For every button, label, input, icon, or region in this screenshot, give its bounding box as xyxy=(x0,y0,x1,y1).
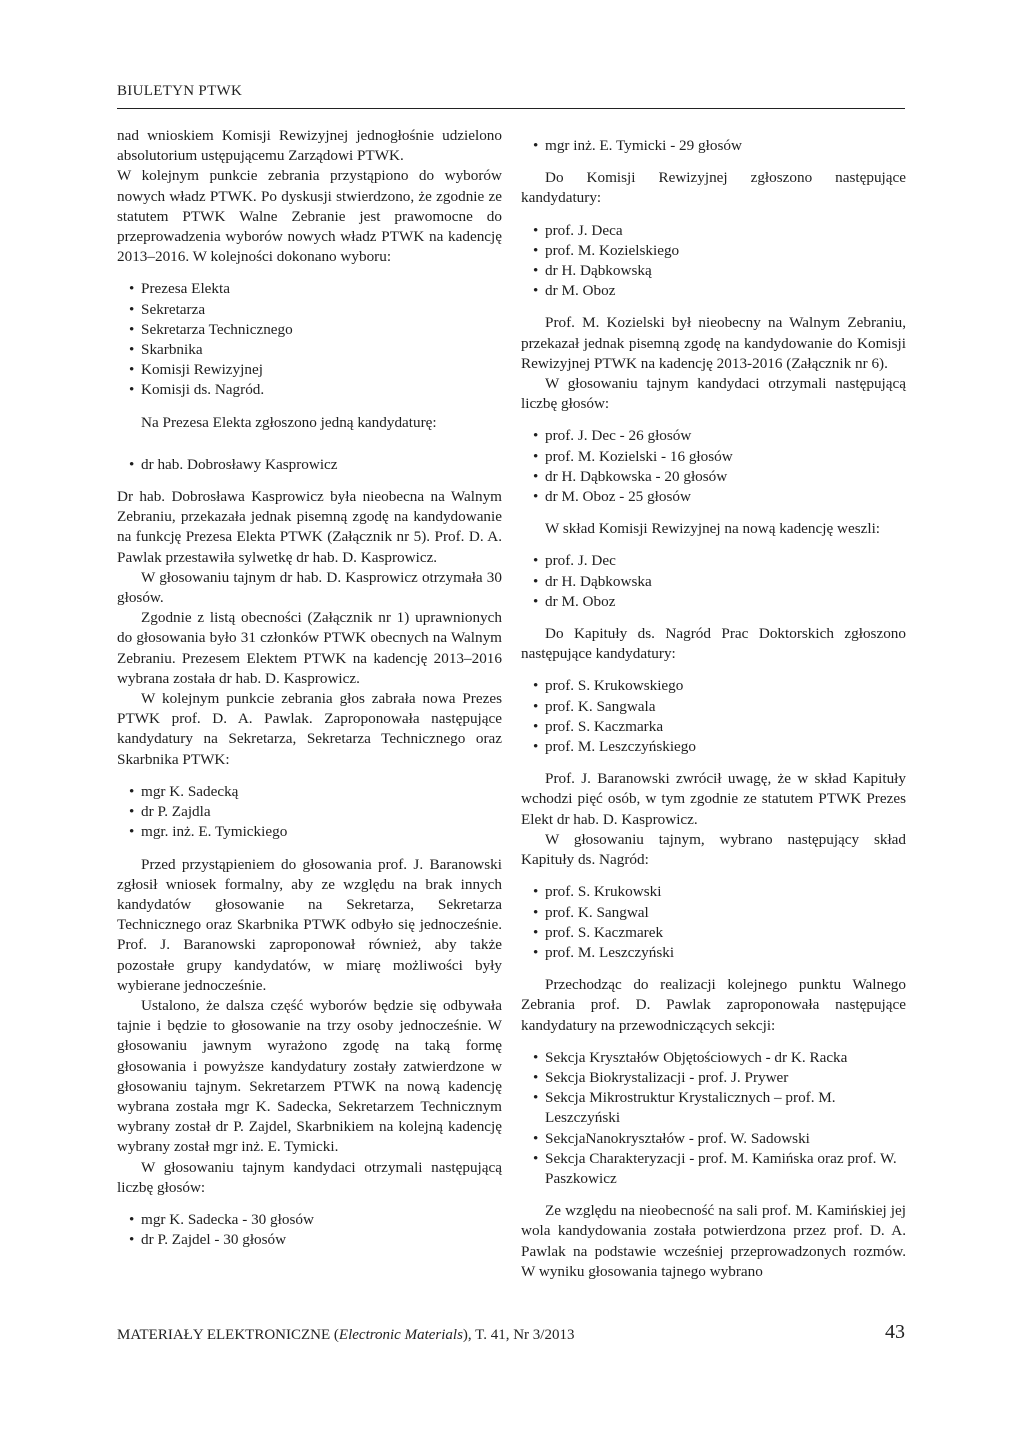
bullet-list xyxy=(129,1210,502,1250)
list-item: • prof. K. Sangwal xyxy=(533,903,906,923)
list-item: • dr M. Oboz xyxy=(533,281,906,301)
paragraph: Do Kapituły ds. Nagród Prac Doktorskich zgłoszono następujące kandydatury: xyxy=(521,625,906,663)
list-item: • Komisji Rewizyjnej xyxy=(129,360,502,380)
list-item: • mgr K. Sadecka - 30 głosów xyxy=(129,1210,502,1230)
bullet-list xyxy=(129,279,502,400)
list-item: • Sekretarza Technicznego xyxy=(129,320,502,340)
paragraph: Przechodząc do realizacji kolejnego punktu Walnego Zebrania prof. D. Pawlak zaproponowała następujące kandydatury na przewodniczących sekcji: xyxy=(521,976,906,1034)
list-item: • dr H. Dąbkowską xyxy=(533,261,906,281)
paragraph: Ustalono, że dalsza część wyborów będzie się odbywała tajnie i będzie to głosowanie na trzy osoby jednocześnie. W głosowaniu jawnym wyrażono zgodę na taką formę głosowania i powyższe kandydatury zostały zatwierdzone w głosowaniu tajnym. Sekretarzem PTWK na nową kadencję wybrana została mgr K. Sadecka, Sekretarzem Technicznym wybrany został dr P. Zajdel, Skarbnikiem na kolejną kadencję wybrany został mgr inż. E. Tymicki. xyxy=(117,996,502,1156)
list-item: • prof. S. Kaczmarka xyxy=(533,717,906,737)
paragraph: W głosowaniu tajnym kandydaci otrzymali następującą liczbę głosów: xyxy=(521,375,906,413)
page-footer xyxy=(117,1319,905,1349)
list-item: • dr M. Oboz - 25 głosów xyxy=(533,487,906,507)
paragraph: W skład Komisji Rewizyjnej na nową kadencję weszli: xyxy=(545,520,881,538)
bullet-list xyxy=(533,426,906,507)
bullet-list xyxy=(533,551,906,612)
list-item: • Sekcja Kryształów Objętościowych - dr K. Racka xyxy=(533,1048,906,1068)
list-item: • dr P. Zajdla xyxy=(129,802,502,822)
paragraph: W głosowaniu tajnym kandydaci otrzymali następującą liczbę głosów: xyxy=(117,1158,502,1196)
page-header xyxy=(117,82,905,109)
journal-citation xyxy=(117,1327,574,1344)
list-item: • prof. M. Kozielskiego xyxy=(533,241,906,261)
list-item: • Sekcja Biokrystalizacji - prof. J. Prywer xyxy=(533,1068,906,1088)
list-item: • Prezesa Elekta xyxy=(129,279,502,299)
list-item: • prof. J. Dec - 26 głosów xyxy=(533,426,906,446)
paragraph: Ze względu na nieobecność na sali prof. M. Kamińskiej jej wola kandydowania została potwierdzona przez prof. D. A. Pawlak na podstawie wcześniej przeprowadzonych rozmów. W wyniku głosowania tajnego wybrano xyxy=(521,1202,906,1280)
list-item: • prof. S. Kaczmarek xyxy=(533,923,906,943)
bullet-list xyxy=(533,882,906,963)
list-item: • mgr K. Sadecką xyxy=(129,782,502,802)
bullet-list xyxy=(129,455,502,475)
list-item: • dr H. Dąbkowska - 20 głosów xyxy=(533,467,906,487)
list-item: • SekcjaNanokryształów - prof. W. Sadowski xyxy=(533,1129,906,1149)
paragraph: W głosowaniu tajnym, wybrano następujący skład Kapituły ds. Nagród: xyxy=(521,830,906,869)
list-item: • mgr inż. E. Tymicki - 29 głosów xyxy=(533,136,906,156)
paragraph: Przed przystąpieniem do głosowania prof. J. Baranowski zgłosił wniosek formalny, aby ze względu na brak innych kandydatów głosowanie na Sekretarza, Sekretarza Technicznego oraz Skarbnika PTWK odbyło się jednocześnie. Prof. J. Baranowski zaproponował również, aby także pozostałe grupy kandydatów, w miarę możliwości były wybierane jednocześnie. xyxy=(117,855,502,994)
list-item: • mgr. inż. E. Tymickiego xyxy=(129,822,502,842)
list-item: • prof. S. Krukowskiego xyxy=(533,676,906,696)
paragraph: Dr hab. Dobrosława Kasprowicz była nieobecna na Walnym Zebraniu, przekazała jednak pisemną zgodę na kandydowanie na funkcję Prezesa Elekta PTWK (Załącznik nr 5). Prof. D. A. Pawlak przestawiła sylwetkę dr hab. D. Kasprowicz. xyxy=(117,488,502,566)
list-item: • prof. K. Sangwala xyxy=(533,697,906,717)
list-item: • dr M. Oboz xyxy=(533,592,906,612)
bullet-list xyxy=(533,136,906,156)
list-item: • Sekcja Mikrostruktur Krystalicznych – prof. M. Leszczyński xyxy=(533,1088,906,1128)
paragraph: Na Prezesa Elekta zgłoszono jedną kandydaturę: xyxy=(141,413,437,431)
journal-name: MATERIAŁY ELEKTRONICZNE ( xyxy=(117,1327,339,1343)
list-item: • Sekcja Charakteryzacji - prof. M. Kamińska oraz prof. W. Paszkowicz xyxy=(533,1149,906,1189)
paragraph: W kolejnym punkcie zebrania przystąpiono do wyborów nowych władz PTWK. Po dyskusji stwierdzono, że zgodnie ze statutem PTWK Walne Zebranie jest prawomocne do przeprowadzenia wyborów nowych władz PTWK na kadencję 2013–2016. W kolejności dokonano wyboru: xyxy=(117,167,502,266)
paragraph: Prof. M. Kozielski był nieobecny na Walnym Zebraniu, przekazał jednak pisemną zgodę na kandydowanie do Komisji Rewizyjnej PTWK na kadencję 2013-2016 (Załącznik nr 6). xyxy=(521,314,906,372)
list-item: • Komisji ds. Nagród. xyxy=(129,380,502,400)
paragraph: nad wnioskiem Komisji Rewizyjnej jednogłośnie udzielono absolutorium ustępującemu Zarządowi PTWK. xyxy=(117,127,502,165)
right-column xyxy=(521,126,906,1282)
page-number: 43 xyxy=(885,1321,905,1343)
list-item: • dr P. Zajdel - 30 głosów xyxy=(129,1230,502,1250)
paragraph: Do Komisji Rewizyjnej zgłoszono następujące kandydatury: xyxy=(521,169,906,207)
running-head: BIULETYN PTWK xyxy=(117,83,243,99)
list-item: • prof. M. Kozielski - 16 głosów xyxy=(533,447,906,467)
list-item: • prof. S. Krukowski xyxy=(533,882,906,902)
journal-name-english: Electronic Materials xyxy=(338,1327,463,1343)
bullet-list xyxy=(533,221,906,302)
paragraph: Prof. J. Baranowski zwrócił uwagę, że w skład Kapituły wchodzi pięć osób, w tym zgodnie ze statutem PTWK Prezes Elekt dr hab. D. Kasprowicz. xyxy=(521,770,906,828)
paragraph: W kolejnym punkcie zebrania głos zabrała nowa Prezes PTWK prof. D. A. Pawlak. Zaproponowała następujące kandydatury na Sekretarza, Sekretarza Technicznego oraz Skarbnika PTWK: xyxy=(117,690,502,768)
bullet-list xyxy=(533,676,906,757)
list-item: • Skarbnika xyxy=(129,340,502,360)
list-item: • prof. M. Leszczyńskiego xyxy=(533,737,906,757)
left-column xyxy=(117,126,502,1262)
paragraph: Zgodnie z listą obecności (Załącznik nr 1) uprawnionych do głosowania było 31 członków PTWK obecnych na Walnym Zebraniu. Prezesem Elektem PTWK na kadencję 2013–2016 wybrana została dr hab. D. Kasprowicz. xyxy=(117,609,502,687)
journal-volume: ), T. 41, Nr 3/2013 xyxy=(462,1327,575,1343)
bullet-list xyxy=(533,1048,906,1189)
list-item: • prof. J. Dec xyxy=(533,551,906,571)
paragraph: W głosowaniu tajnym dr hab. D. Kasprowicz otrzymała 30 głosów. xyxy=(117,568,502,607)
list-item: • prof. J. Deca xyxy=(533,221,906,241)
list-item: • dr hab. Dobrosławy Kasprowicz xyxy=(129,455,502,475)
bullet-list xyxy=(129,782,502,843)
list-item: • prof. M. Leszczyński xyxy=(533,943,906,963)
list-item: • Sekretarza xyxy=(129,300,502,320)
list-item: • dr H. Dąbkowska xyxy=(533,572,906,592)
